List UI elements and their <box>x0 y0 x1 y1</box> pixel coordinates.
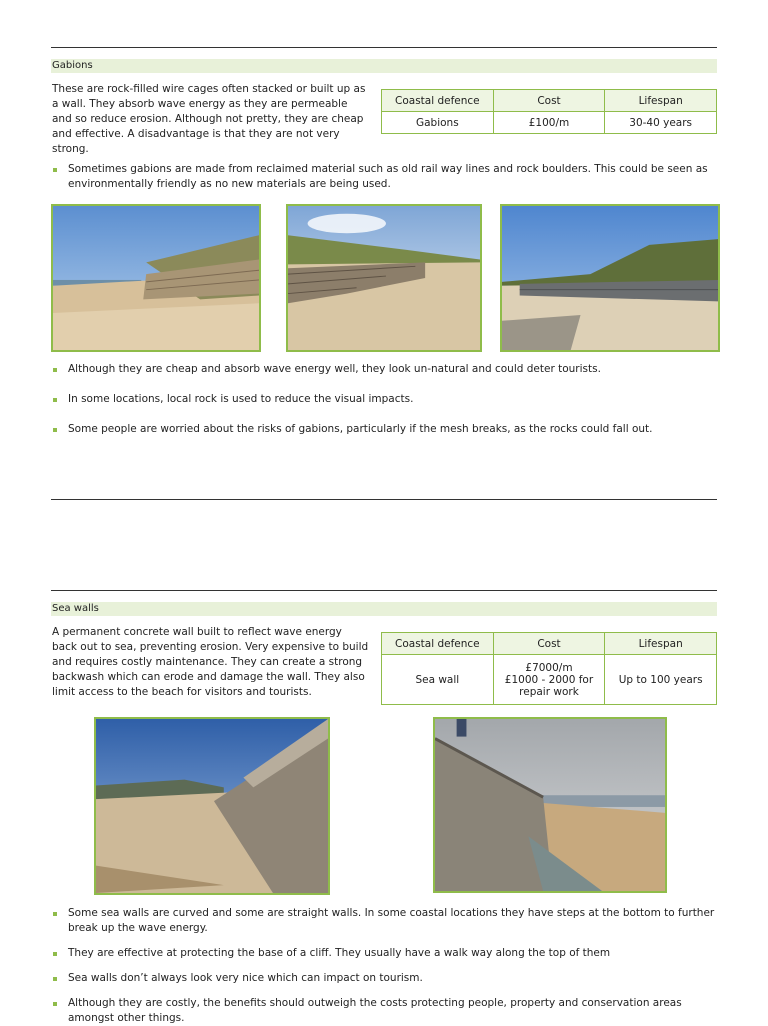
table-cell-defence: Sea wall <box>382 655 494 705</box>
gabion-photo-2 <box>286 204 482 352</box>
section-heading-gabions <box>51 59 717 73</box>
list-item: Some sea walls are curved and some are straight walls. In some coastal locations they have steps at the bottom to further break up the wave energy. <box>52 906 720 936</box>
gabions-table <box>381 89 717 134</box>
table-cell-defence: Gabions <box>382 112 494 134</box>
section-heading-seawalls <box>51 602 717 616</box>
table-cell-lifespan: 30-40 years <box>605 112 717 134</box>
section-top-rule <box>51 47 717 48</box>
gabions-intro: These are rock-filled wire cages often stacked or built up as a wall. They absorb wave energy as they are permeable and so reduce erosion. Although not pretty, they are cheap and effective. A disadvantage is that they are not very strong. <box>52 83 366 155</box>
gabions-bullets <box>52 362 720 437</box>
table-header-cost: Cost <box>493 633 605 655</box>
table-header-lifespan: Lifespan <box>605 633 717 655</box>
list-item: Although they are cheap and absorb wave energy well, they look un-natural and could deter tourists. <box>52 362 720 377</box>
seawalls-bullets <box>52 906 720 1026</box>
gabions-bullet-top <box>52 162 720 192</box>
table-header-defence: Coastal defence <box>382 90 494 112</box>
heading-text: Sea walls <box>52 603 99 614</box>
list-item: Sometimes gabions are made from reclaimed material such as old rail way lines and rock boulders. This could be seen as environmentally friendly as no new materials are being used. <box>52 162 720 192</box>
table-header-lifespan: Lifespan <box>605 90 717 112</box>
table-cell-cost: £100/m <box>493 112 605 134</box>
list-item: In some locations, local rock is used to reduce the visual impacts. <box>52 392 720 407</box>
seawalls-table <box>381 632 717 705</box>
gabion-photo-3 <box>500 204 720 352</box>
section-top-rule <box>51 590 717 591</box>
heading-text: Gabions <box>52 60 93 71</box>
seawall-photo-2 <box>433 717 667 893</box>
table-header-defence: Coastal defence <box>382 633 494 655</box>
list-item: They are effective at protecting the base of a cliff. They usually have a walk way along the top of them <box>52 946 720 961</box>
seawall-photo-1 <box>94 717 330 895</box>
table-cell-lifespan: Up to 100 years <box>605 655 717 705</box>
section-divider <box>51 499 717 500</box>
list-item: Sea walls don’t always look very nice which can impact on tourism. <box>52 971 720 986</box>
list-item: Some people are worried about the risks of gabions, particularly if the mesh breaks, as the rocks could fall out. <box>52 422 720 437</box>
gabion-photo-1 <box>51 204 261 352</box>
table-cell-cost: £7000/m £1000 - 2000 for repair work <box>493 655 605 705</box>
list-item: Although they are costly, the benefits should outweigh the costs protecting people, property and conservation areas amongst other things. <box>52 996 720 1026</box>
table-header-cost: Cost <box>493 90 605 112</box>
seawalls-intro: A permanent concrete wall built to reflect wave energy back out to sea, preventing erosion. Very expensive to build and requires costly maintenance. They can create a strong backwash which can erode and damage the wall. They also limit access to the beach for visitors and tourists. <box>52 626 369 698</box>
